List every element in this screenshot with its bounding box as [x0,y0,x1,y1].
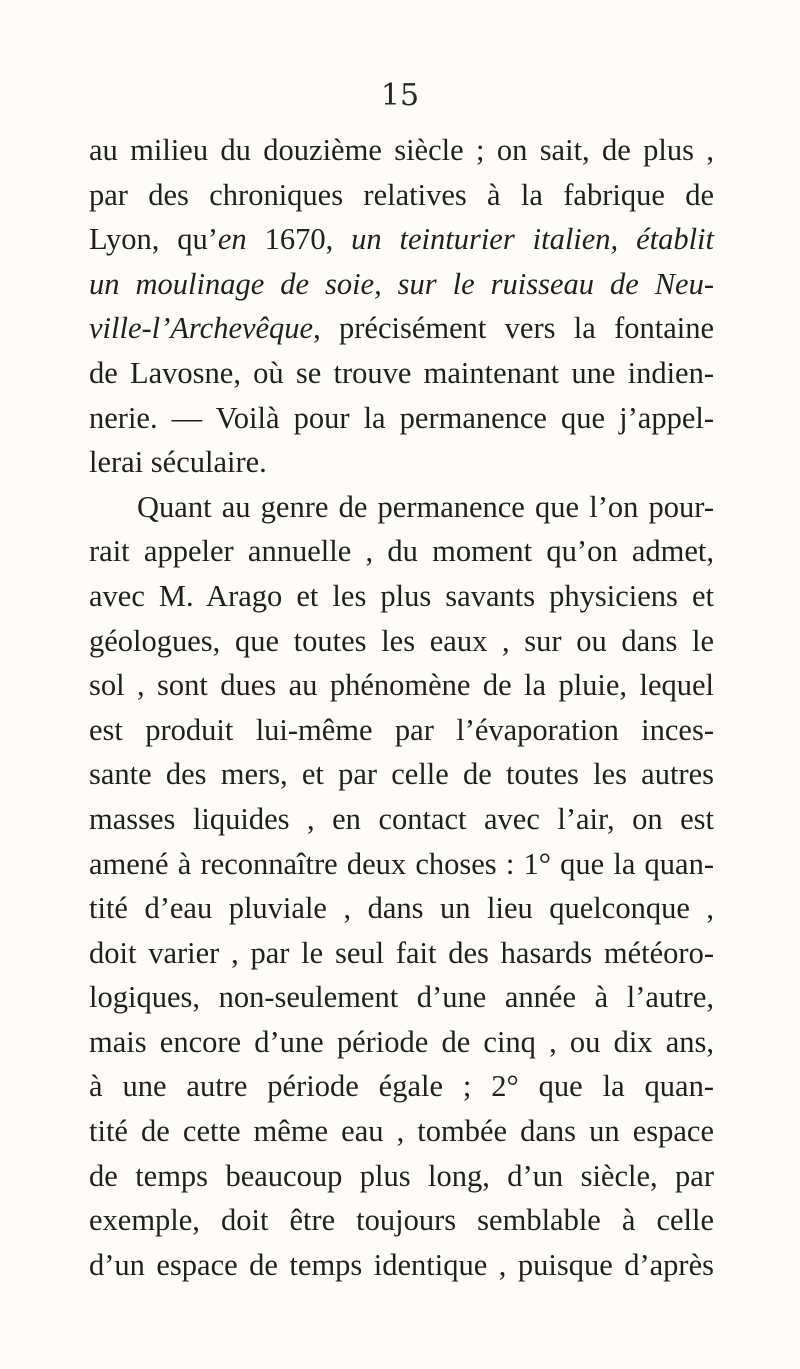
text-line [89,931,714,976]
text-segment: doit varier , par le seul fait des hasards météoro- [89,935,714,970]
text-segment: tité d’eau pluviale , dans un lieu quelconque , [89,891,714,926]
text-segment: logiques, non-seulement d’une année à l’autre, [89,980,714,1015]
text-line [89,708,714,753]
text-line [89,396,714,441]
text-segment: par des chroniques relatives à la fabrique de [89,177,714,212]
text-segment: , précisément vers la fontaine [313,311,714,346]
text-segment: d’un espace de temps identique , puisque d’après [89,1247,714,1282]
text-segment: amené à reconnaître deux choses : 1° que la quan- [89,846,714,881]
text-line [89,1064,714,1109]
text-line [89,262,714,307]
text-segment: mais encore d’une période de cinq , ou dix ans, [89,1024,714,1059]
italic-text-segment: ville-l’Archevêque [89,311,314,346]
body-text [89,128,714,1287]
text-segment: de temps beaucoup plus long, d’un siècle, par [89,1158,714,1193]
text-line [89,485,714,530]
text-line [89,351,714,396]
text-line [89,797,714,842]
text-segment: lerai séculaire. [89,445,267,480]
text-segment: tité de cette même eau , tombée dans un espace [89,1114,714,1149]
text-line [89,975,714,1020]
italic-text-segment: un teinturier italien, établit [351,222,715,257]
text-line [89,440,714,485]
text-line [89,886,714,931]
text-segment: est produit lui-même par l’évaporation inces- [89,712,714,747]
text-segment: masses liquides , en contact avec l’air, on est [89,801,714,836]
text-segment: à une autre période égale ; 2° que la quan- [89,1069,714,1104]
text-segment: exemple, doit être toujours semblable à celle [89,1203,714,1238]
text-line [89,529,714,574]
text-line [89,217,714,262]
italic-text-segment: un moulinage de soie, sur le ruisseau de Neu- [89,266,714,301]
text-segment: géologues, que toutes les eaux , sur ou dans le [89,623,714,658]
text-line [89,128,714,173]
italic-text-segment: en [217,222,247,257]
text-line [89,173,714,218]
text-segment: rait appeler annuelle , du moment qu’on admet, [89,534,714,569]
text-line [89,306,714,351]
text-line [89,619,714,664]
text-segment: avec M. Arago et les plus savants physiciens et [89,578,714,613]
text-segment: au milieu du douzième siècle ; on sait, de plus , [89,133,714,167]
text-line [89,663,714,708]
text-segment: Lyon, qu’ [89,222,218,257]
text-line [89,842,714,887]
text-segment: sante des mers, et par celle de toutes les autres [89,757,714,792]
text-line [89,1109,714,1154]
text-line [89,1154,714,1199]
text-line [89,574,714,619]
text-segment: sol , sont dues au phénomène de la pluie, lequel [89,668,714,703]
text-segment: Quant au genre de permanence que l’on pour- [137,489,714,524]
text-line [89,1020,714,1065]
page-number: 15 [380,78,420,113]
text-line [89,752,714,797]
text-segment: 1670, [246,222,352,257]
text-segment: de Lavosne, où se trouve maintenant une indien- [89,355,714,390]
text-segment: nerie. — Voilà pour la permanence que j’appel- [89,400,714,435]
text-line [89,1243,714,1288]
text-line [89,1198,714,1243]
